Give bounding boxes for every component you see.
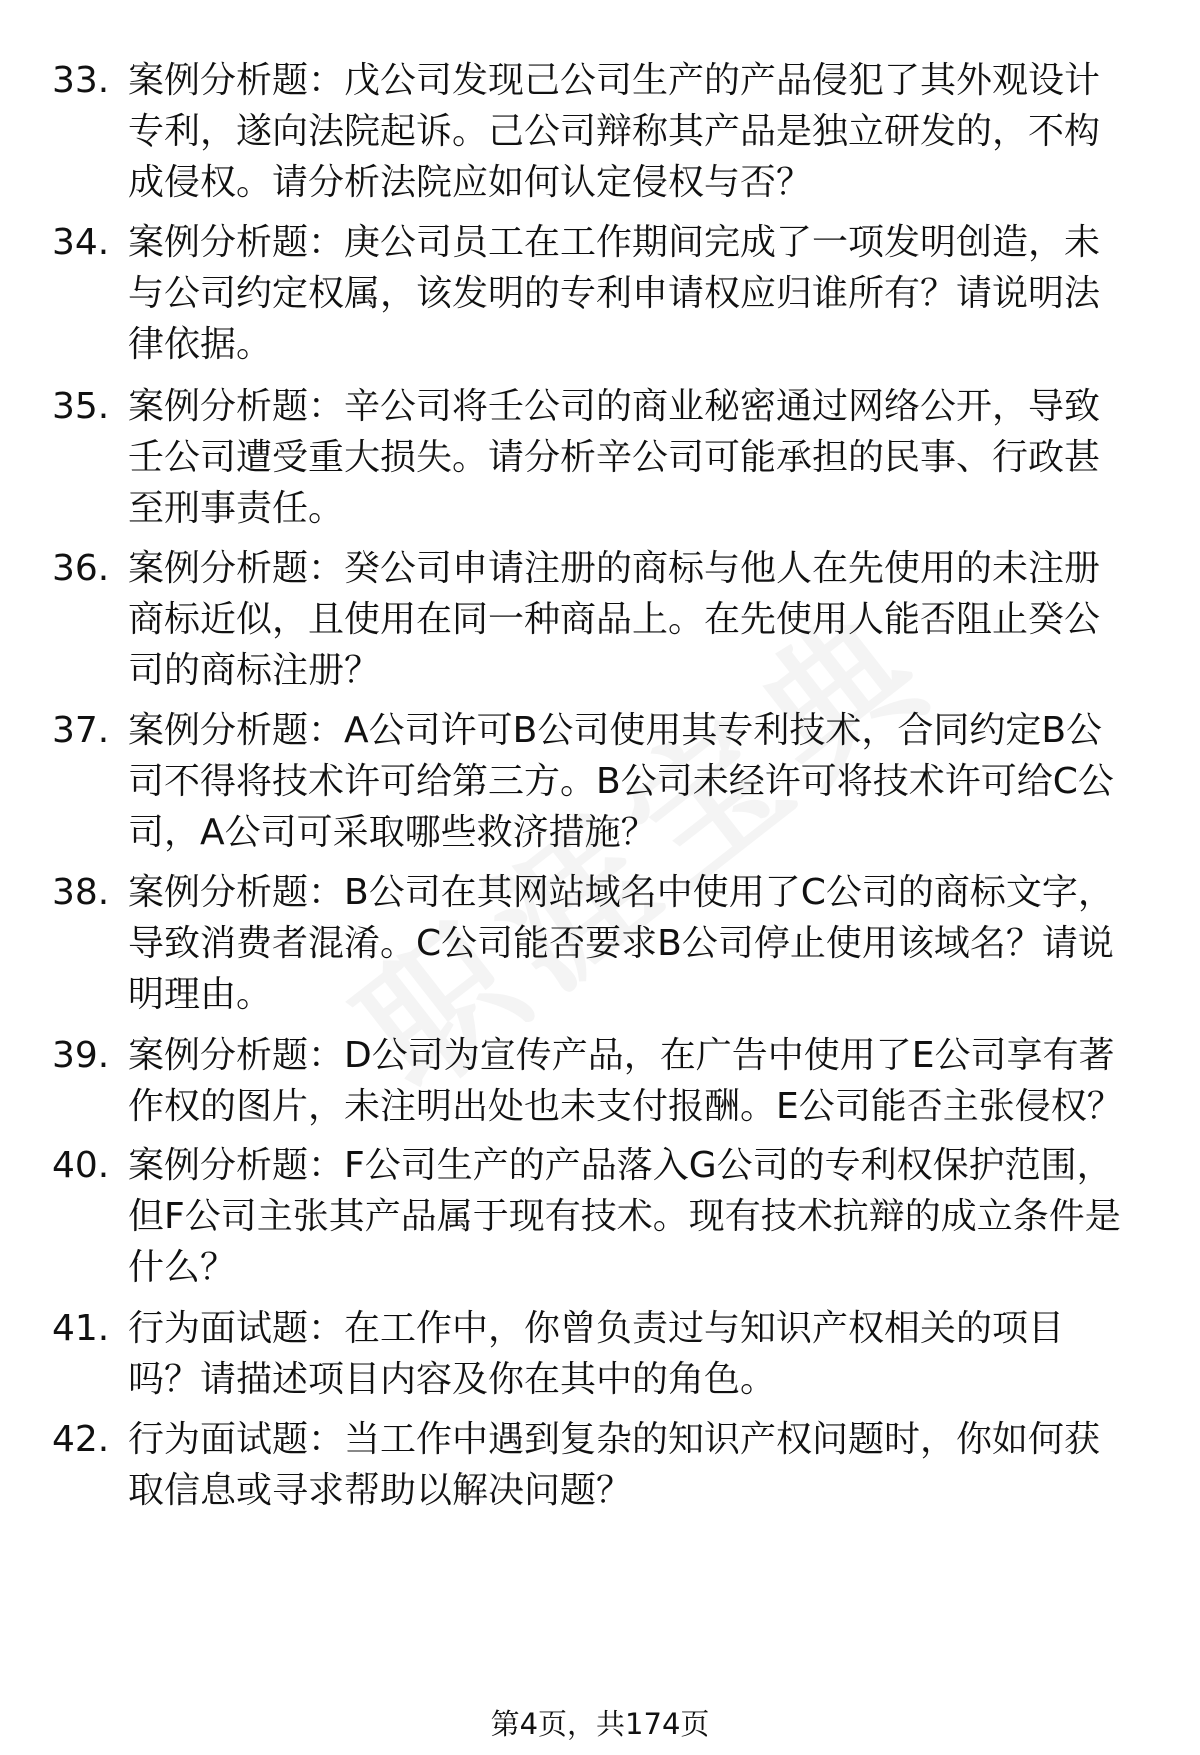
question-item <box>52 55 1152 208</box>
question-text: F公司生产的产品落入G公司的专利权保护范围，但F公司主张其产品属于现有技术。现有技术抗辩的成立条件是什么？ <box>128 1145 1121 1288</box>
question-number: 35. <box>52 386 110 427</box>
question-item <box>52 381 1152 534</box>
question-text: 庚公司员工在工作期间完成了一项发明创造，未与公司约定权属，该发明的专利申请权应归谁所有？请说明法律依据。 <box>128 222 1101 365</box>
question-type: 案例分析题： <box>128 1035 345 1076</box>
question-number: 33. <box>52 60 110 101</box>
question-item <box>52 217 1152 370</box>
question-body <box>128 705 1133 858</box>
question-type: 案例分析题： <box>128 710 345 751</box>
question-type: 案例分析题： <box>128 872 345 913</box>
question-number: 39. <box>52 1035 110 1076</box>
question-number: 41. <box>52 1308 110 1349</box>
question-type: 行为面试题： <box>128 1419 345 1460</box>
question-item <box>52 1140 1152 1293</box>
question-text: 在工作中，你曾负责过与知识产权相关的项目吗？请描述项目内容及你在其中的角色。 <box>128 1308 1065 1400</box>
question-text: 辛公司将壬公司的商业秘密通过网络公开，导致壬公司遭受重大损失。请分析辛公司可能承担的民事、行政甚至刑事责任。 <box>128 386 1101 529</box>
question-item <box>52 1030 1152 1132</box>
question-type: 案例分析题： <box>128 222 345 263</box>
question-item <box>52 1414 1152 1516</box>
question-body <box>128 1140 1133 1293</box>
question-type: 案例分析题： <box>128 386 345 427</box>
question-number: 34. <box>52 222 110 263</box>
question-number: 42. <box>52 1419 110 1460</box>
question-body <box>128 867 1133 1020</box>
question-number: 36. <box>52 548 110 589</box>
question-body <box>128 543 1133 696</box>
question-text: 癸公司申请注册的商标与他人在先使用的未注册商标近似，且使用在同一种商品上。在先使用人能否阻止癸公司的商标注册？ <box>128 548 1101 691</box>
question-item <box>52 1303 1152 1405</box>
question-body <box>128 1303 1133 1405</box>
question-body <box>128 381 1133 534</box>
question-body <box>128 1414 1133 1516</box>
question-body <box>128 217 1133 370</box>
question-body <box>128 1030 1133 1132</box>
question-text: A公司许可B公司使用其专利技术，合同约定B公司不得将技术许可给第三方。B公司未经许可将技术许可给C公司，A公司可采取哪些救济措施？ <box>128 710 1114 853</box>
question-number: 37. <box>52 710 110 751</box>
question-number: 38. <box>52 872 110 913</box>
question-item <box>52 543 1152 696</box>
question-type: 案例分析题： <box>128 1145 345 1186</box>
page-footer: 第4页，共174页 <box>490 1707 710 1741</box>
question-type: 行为面试题： <box>128 1308 345 1349</box>
question-body <box>128 55 1133 208</box>
question-text: 戊公司发现己公司生产的产品侵犯了其外观设计专利，遂向法院起诉。己公司辩称其产品是独立研发的，不构成侵权。请分析法院应如何认定侵权与否？ <box>128 60 1101 203</box>
question-text: D公司为宣传产品，在广告中使用了E公司享有著作权的图片，未注明出处也未支付报酬。E公司能否主张侵权？ <box>128 1035 1123 1127</box>
question-item <box>52 867 1152 1020</box>
question-type: 案例分析题： <box>128 60 345 101</box>
question-text: 当工作中遇到复杂的知识产权问题时，你如何获取信息或寻求帮助以解决问题？ <box>128 1419 1101 1511</box>
question-text: B公司在其网站域名中使用了C公司的商标文字，导致消费者混淆。C公司能否要求B公司停止使用该域名？请说明理由。 <box>128 872 1114 1015</box>
question-item <box>52 705 1152 858</box>
question-type: 案例分析题： <box>128 548 345 589</box>
question-number: 40. <box>52 1145 110 1186</box>
